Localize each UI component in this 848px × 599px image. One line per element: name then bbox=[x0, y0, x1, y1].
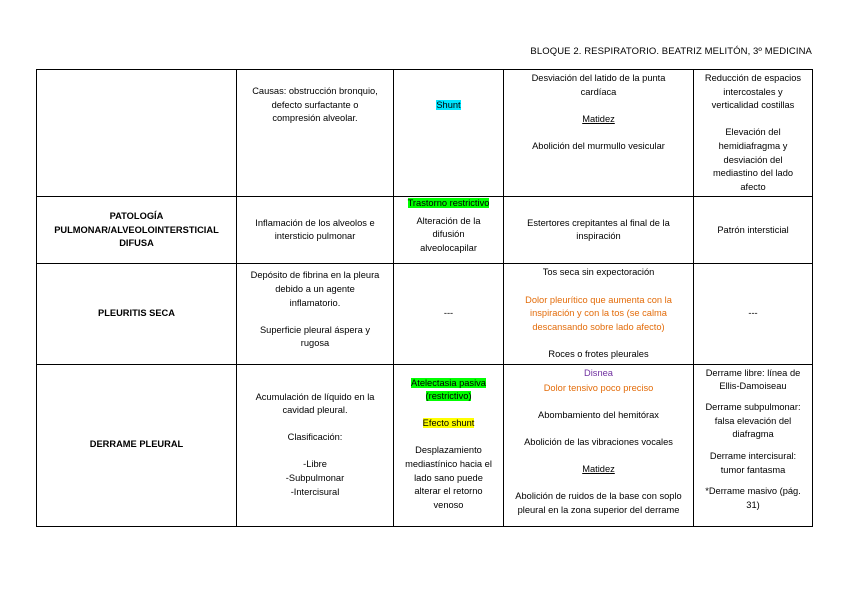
signs-cell: Tos seca sin expectoración Dolor pleurítico que aumenta con la inspiración y con la tos (se calma descansando sobre lado afecto) Roces o frotes pleurales bbox=[504, 264, 694, 364]
radiology-cell: Reducción de espacios intercostales y verticalidad costillas Elevación del hemidiafragma y desviación del mediastino del lado afecto bbox=[694, 70, 813, 197]
radiology-cell: Patrón intersticial bbox=[694, 197, 813, 264]
table-row bbox=[37, 70, 813, 197]
radiology-cell: Derrame libre: línea de Ellis-Damoiseau Derrame subpulmonar: falsa elevación del diafragma Derrame intercisural: tumor fantasma *Derrame masivo (pág. 31) bbox=[694, 364, 813, 526]
causes-cell: Depósito de fibrina en la pleura debido a un agente inflamatorio. Superficie pleural áspera y rugosa bbox=[237, 264, 394, 364]
shunt-label: Shunt bbox=[436, 100, 461, 110]
shunt-effect-label: Efecto shunt bbox=[422, 418, 475, 429]
pathology-name-cell: DERRAME PLEURAL bbox=[37, 364, 237, 526]
signs-cell: Desviación del latido de la punta cardíaca Matidez Abolición del murmullo vesicular bbox=[504, 70, 694, 197]
causes-cell: Causas: obstrucción bronquio, defecto surfactante o compresión alveolar. bbox=[237, 70, 394, 197]
matidez-label: Matidez bbox=[582, 113, 615, 124]
pathology-name-cell bbox=[37, 70, 237, 197]
passive-atelectasis-label: Atelectasia pasiva bbox=[411, 377, 486, 388]
mechanism-cell: Atelectasia pasiva (restrictivo) Efecto shunt Desplazamiento mediastínico hacia el lado sano puede alterar el retorno venoso bbox=[394, 364, 504, 526]
mechanism-cell: Trastorno restrictivo Alteración de la difusión alveolocapilar bbox=[394, 197, 504, 264]
restrictive-disorder-label: Trastorno restrictivo bbox=[407, 198, 490, 209]
table-row bbox=[37, 364, 813, 526]
pathology-name-cell: PATOLOGÍA PULMONAR/ALVEOLOINTERSTICIAL DIFUSA bbox=[37, 197, 237, 264]
pathology-name-cell: PLEURITIS SECA bbox=[37, 264, 237, 364]
mechanism-cell: --- bbox=[394, 264, 504, 364]
signs-cell: Disnea Dolor tensivo poco preciso Abombamiento del hemitórax Abolición de las vibraciones vocales Matidez Abolición de ruidos de la base con soplo pleural en la zona superior del derrame bbox=[504, 364, 694, 526]
radiology-cell: --- bbox=[694, 264, 813, 364]
causes-cell: Acumulación de líquido en la cavidad pleural. Clasificación: -Libre -Subpulmonar -Intercisural bbox=[237, 364, 394, 526]
pathology-table bbox=[36, 69, 813, 527]
page-header: BLOQUE 2. RESPIRATORIO. BEATRIZ MELITÓN, 3º MEDICINA bbox=[530, 46, 812, 57]
mechanism-cell bbox=[394, 70, 504, 197]
signs-cell: Estertores crepitantes al final de la inspiración bbox=[504, 197, 694, 264]
causes-cell: Inflamación de los alveolos e intersticio pulmonar bbox=[237, 197, 394, 264]
matidez-label: Matidez bbox=[582, 464, 615, 475]
table-row bbox=[37, 264, 813, 364]
table-row bbox=[37, 197, 813, 264]
